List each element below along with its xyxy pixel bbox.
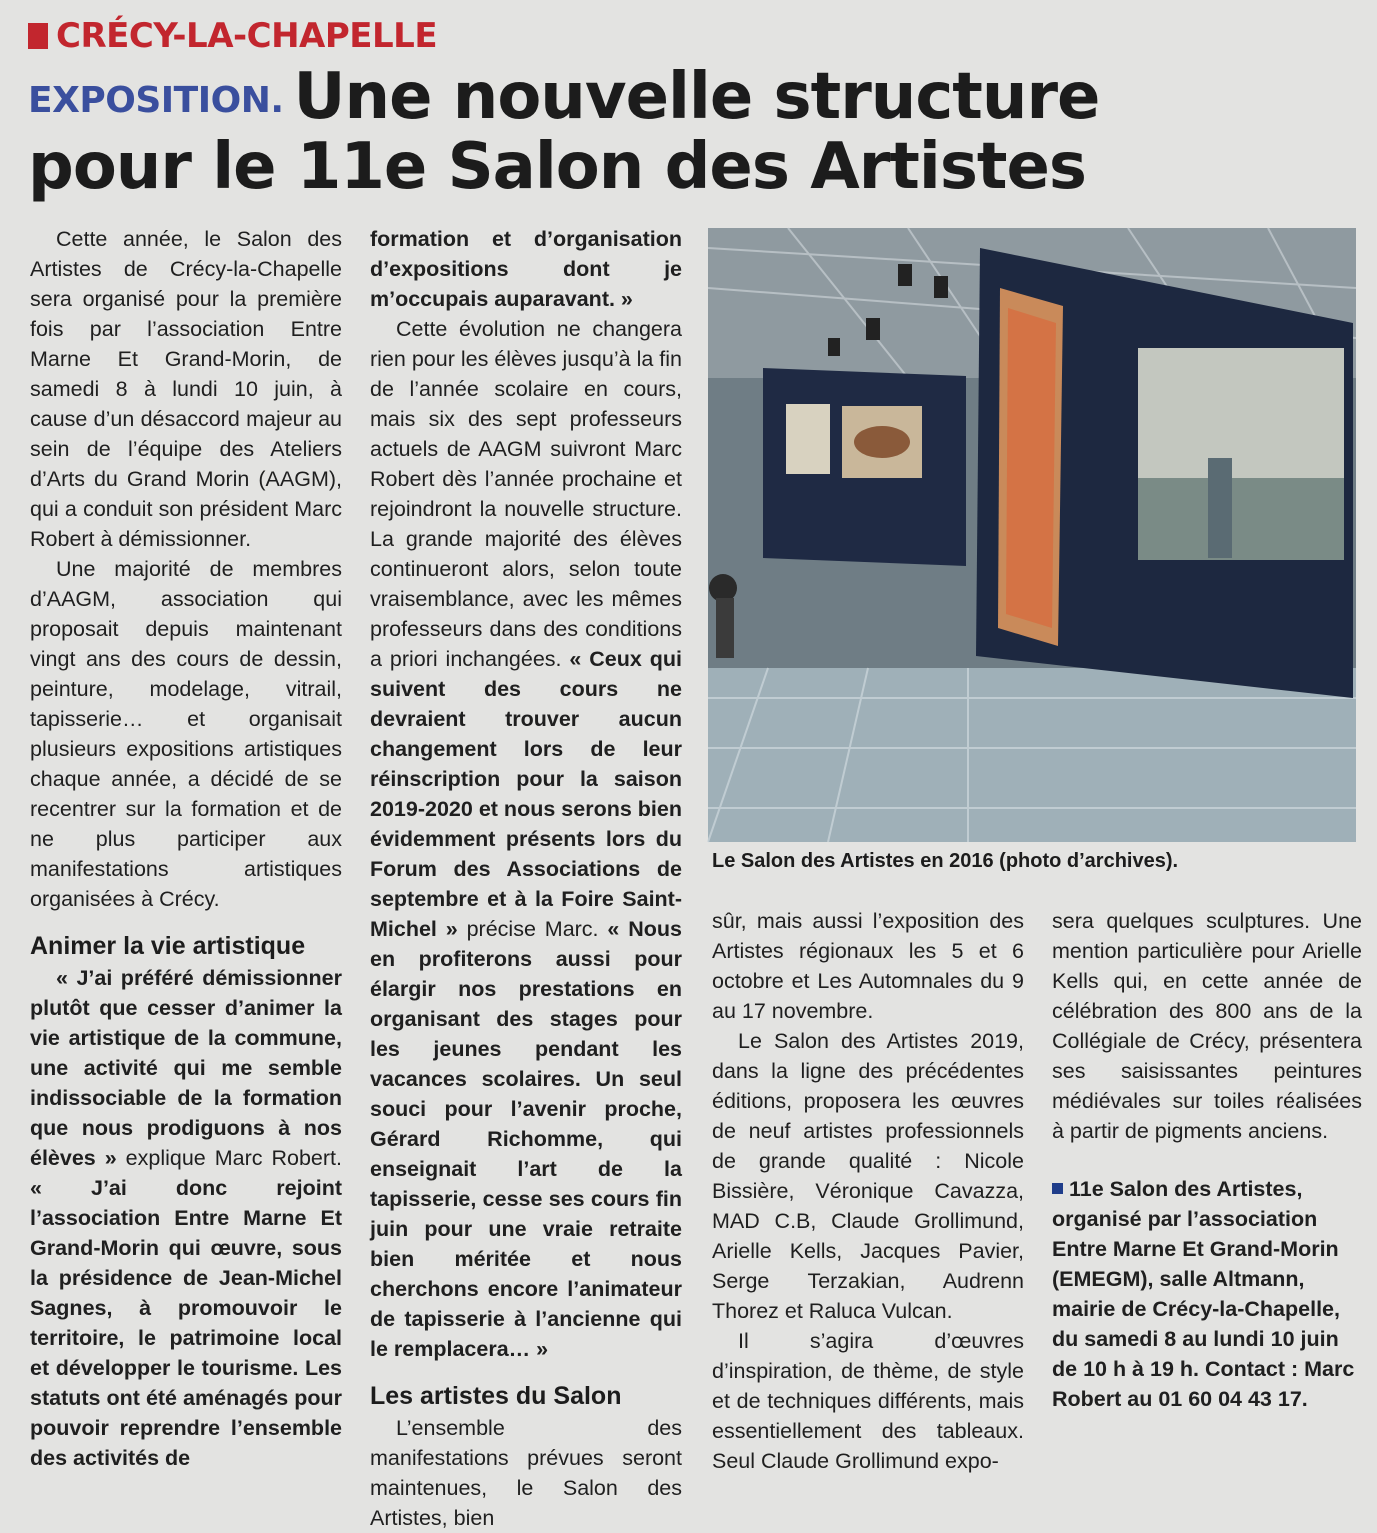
exhibition-photo — [708, 228, 1356, 842]
col2-text: Cette évolution ne changera rien pour les élèves jusqu’à la fin de l’année scolaire en cours, mais six des sept professeurs actuels de AAGM suivront Marc Robert dès l’année prochaine et rejoindront la nouvelle structure. La grande majorité des élèves continueront alors, selon toute vraisemblance, avec les mêmes professeurs dans des conditions a priori inchangées. — [370, 317, 682, 671]
col1-paragraph-3 — [30, 963, 342, 1473]
exhibition-photo-illustration — [708, 228, 1356, 842]
photo-caption: Le Salon des Artistes en 2016 (photo d’archives). — [712, 850, 1179, 872]
quote-4: « Nous en profiterons aussi pour élargir nos prestations en organisant des stages pour les jeunes pendant les vacances scolaires. Un seul souci pour l’avenir proche, Gérard Richomme, qui enseignait l’art de la tapisserie, cesse ses cours fin juin pour une vraie retraite bien méritée et nous cherchons encore l’animateur de tapisserie à l’ancienne qui le remplacera… » — [370, 917, 682, 1361]
info-bullet-icon — [1052, 1183, 1063, 1194]
quote-1: « J’ai préféré démissionner plutôt que cesser d’animer la vie artistique de la commune, une activité qui me semble indissociable de la formation que nous prodiguons à nos élèves » — [30, 966, 342, 1170]
column-3 — [712, 906, 1024, 1476]
subheading-animer: Animer la vie artistique — [30, 932, 306, 960]
kicker-text: CRÉCY-LA-CHAPELLE — [56, 16, 438, 56]
col3-paragraph-2: Le Salon des Artistes 2019, dans la ligne des précédentes éditions, proposera les œuvres de neuf artistes professionnels de grande qualité : Nicole Bissière, Véronique Cavazza, MAD C.B, Claude Grollimund, Arielle Kells, Jacques Pavier, Serge Terzakian, Audrenn Thorez et Raluca Vulcan. — [712, 1029, 1024, 1323]
col2-paragraph-3: L’ensemble des manifestations prévues seront maintenues, le Salon des Artistes, bien — [370, 1416, 682, 1530]
practical-info — [1052, 1174, 1362, 1414]
col1-paragraph-2: Une majorité de membres d’AAGM, association qui proposait depuis maintenant vingt ans des cours de dessin, peinture, modelage, vitrail, tapisserie… et organisait plusieurs expositions artistiques chaque année, a décidé de se recentrer sur la formation et de ne plus participer aux manifestations artistiques organisées à Crécy. — [30, 557, 342, 911]
col3-paragraph-1: sûr, mais aussi l’exposition des Artistes régionaux les 5 et 6 octobre et Les Automnales du 9 au 17 novembre. — [712, 909, 1024, 1023]
subheading-artistes: Les artistes du Salon — [370, 1382, 622, 1410]
quote-2: « J’ai donc rejoint l’association Entre Marne Et Grand-Morin qui œuvre, sous la présidence de Jean-Michel Sagnes, à promouvoir le territoire, le patrimoine local et développer le tourisme. Les statuts ont été aménagés pour pouvoir reprendre l’ensemble des activités de — [30, 1176, 342, 1470]
col1-paragraph-1: Cette année, le Salon des Artistes de Crécy-la-Chapelle sera organisé pour la première fois par l’association Entre Marne Et Grand-Morin, de samedi 8 à lundi 10 juin, à cause d’un désaccord majeur au sein de l’équipe des Ateliers d’Arts du Grand Morin (AAGM), qui a conduit son président Marc Robert à démissionner. — [30, 227, 342, 551]
practical-info-text: 11e Salon des Artistes, organisé par l’association Entre Marne Et Grand-Morin (EMEGM), salle Altmann, mairie de Crécy-la-Chapelle, du samedi 8 au lundi 10 juin de 10 h à 19 h. Contact : Marc Robert au 01 60 04 43 17. — [1052, 1177, 1355, 1411]
column-2 — [370, 224, 682, 1533]
attribution-2: précise Marc. — [457, 917, 608, 941]
rubric: EXPOSITION. — [28, 80, 284, 121]
quote-3: « Ceux qui suivent des cours ne devraient trouver aucun changement lors de leur réinscription pour la saison 2019-2020 et nous serons bien évidemment présents lors du Forum des Associations de septembre et à la Foire Saint-Michel » — [370, 647, 683, 941]
kicker-square-icon — [28, 23, 48, 49]
col2-paragraph-2 — [370, 314, 682, 1364]
col3-paragraph-3: Il s’agira d’œuvres d’inspiration, de thème, de style et de techniques différents, mais essentiellement des tableaux. Seul Claude Grollimund expo- — [712, 1329, 1024, 1473]
col4-paragraph-1: sera quelques sculptures. Une mention particulière pour Arielle Kells qui, en cette année de célébration des 800 ans de la Collégiale de Crécy, présentera ses saisissantes peintures médiévales sur toiles réalisées à partir de pigments anciens. — [1052, 909, 1362, 1143]
col2-paragraph-1: formation et d’organisation d’expositions dont je m’occupais auparavant. » — [370, 227, 682, 311]
headline-text: Une nouvelle structure pour le 11e Salon des Artistes — [28, 60, 1100, 204]
column-1 — [30, 224, 342, 1473]
section-kicker — [28, 16, 437, 56]
headline — [28, 60, 1128, 204]
attribution-1: explique Marc Robert. — [116, 1146, 342, 1170]
column-4 — [1052, 906, 1362, 1414]
